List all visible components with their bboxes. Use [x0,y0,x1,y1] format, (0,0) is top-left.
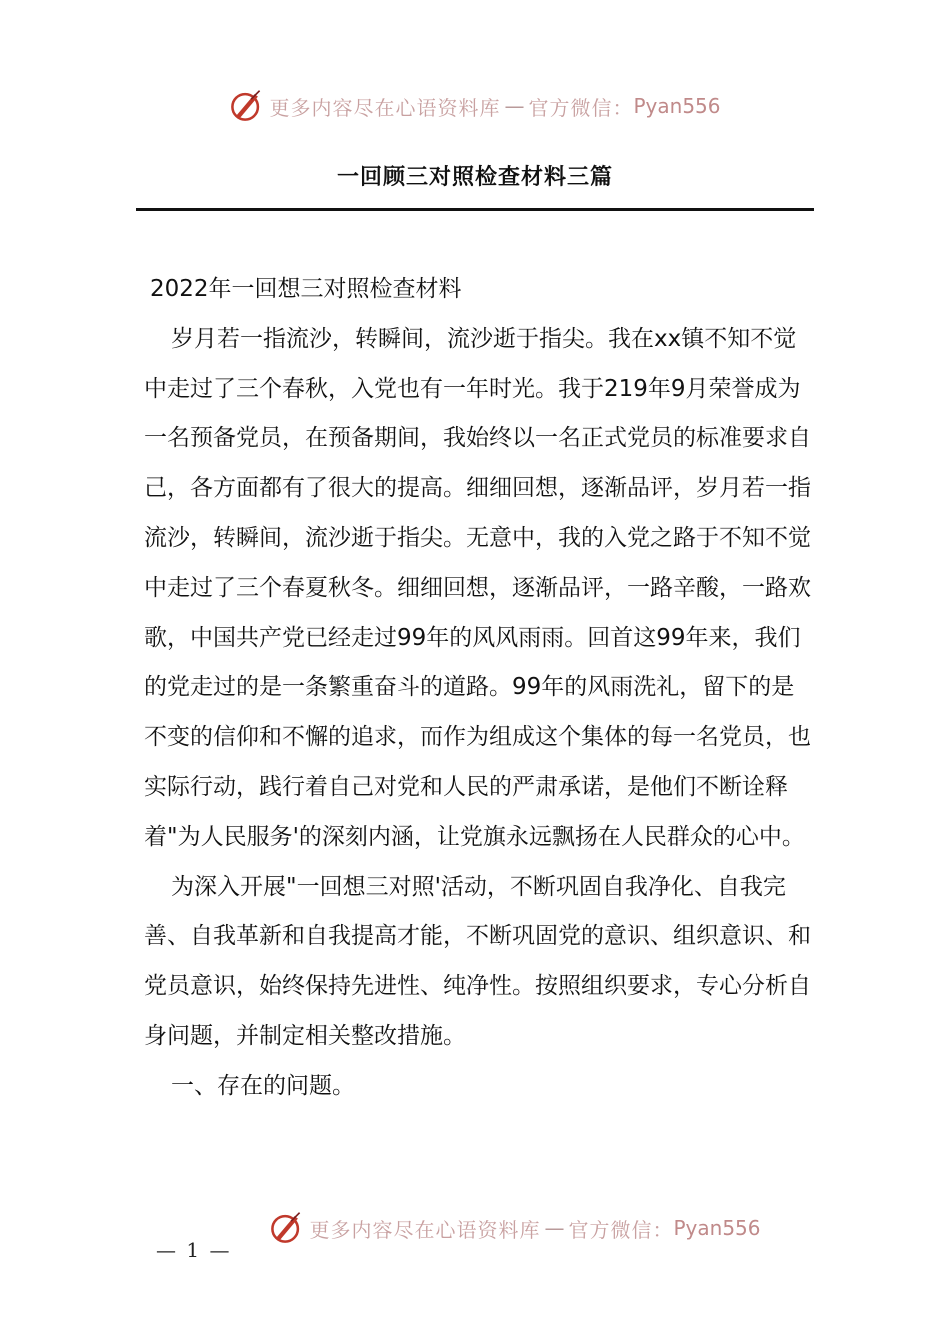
banner-wx-id: Pyan556 [673,1216,761,1240]
quill-logo-icon [269,1211,303,1245]
banner-wx-label: 官方微信： [568,1217,674,1242]
banner-text: 更多内容尽在心语资料库 [269,95,501,120]
document-body [144,265,816,1112]
body-paragraph: 岁月若一指流沙，转瞬间，流沙逝于指尖。我在xx镇不知不觉中走过了三个春秋，入党也有一年时光。我于219年9月荣誉成为一名预备党员，在预备期间，我始终以一名正式党员的标准要求自己，各方面都有了很大的提高。细细回想，逐渐品评，岁月若一指流沙，转瞬间，流沙逝于指尖。无意中，我的入党之路于不知不觉中走过了三个春夏秋冬。细细回想，逐渐品评，一路辛酸，一路欢歌，中国共产党已经走过99年的风风雨雨。回首这99年来，我们的党走过的是一条繁重奋斗的道路。99年的风雨洗礼，留下的是不变的信仰和不懈的追求，而作为组成这个集体的每一名党员，也实际行动，践行着自己对党和人民的严肃承诺，是他们不断诠释着"为人民服务'的深刻内涵，让党旗永远飘扬在人民群众的心中。 [144,325,811,850]
banner-wx-label: 官方微信： [528,95,634,120]
quill-logo-icon [229,89,263,123]
header-banner [0,84,950,128]
body-paragraph: 一、存在的问题。 [171,1072,355,1099]
page-number: — 1 — [156,1238,232,1262]
banner-separator: — [504,94,525,118]
footer-banner [0,1206,950,1250]
body-paragraph: 为深入开展"一回想三对照'活动，不断巩固自我净化、自我完善、自我革新和自我提高才能，不断巩固党的意识、组织意识、和党员意识，始终保持先进性、纯净性。按照组织要求，专心分析自身问题，并制定相关整改措施。 [144,873,811,1049]
banner-wx-id: Pyan556 [633,94,721,118]
banner-text: 更多内容尽在心语资料库 [309,1217,541,1242]
section-heading: 2022年一回想三对照检查材料 [150,276,462,302]
title-divider [136,208,814,211]
document-title: 一回顾三对照检查材料三篇 [336,165,613,190]
banner-separator: — [544,1216,565,1240]
